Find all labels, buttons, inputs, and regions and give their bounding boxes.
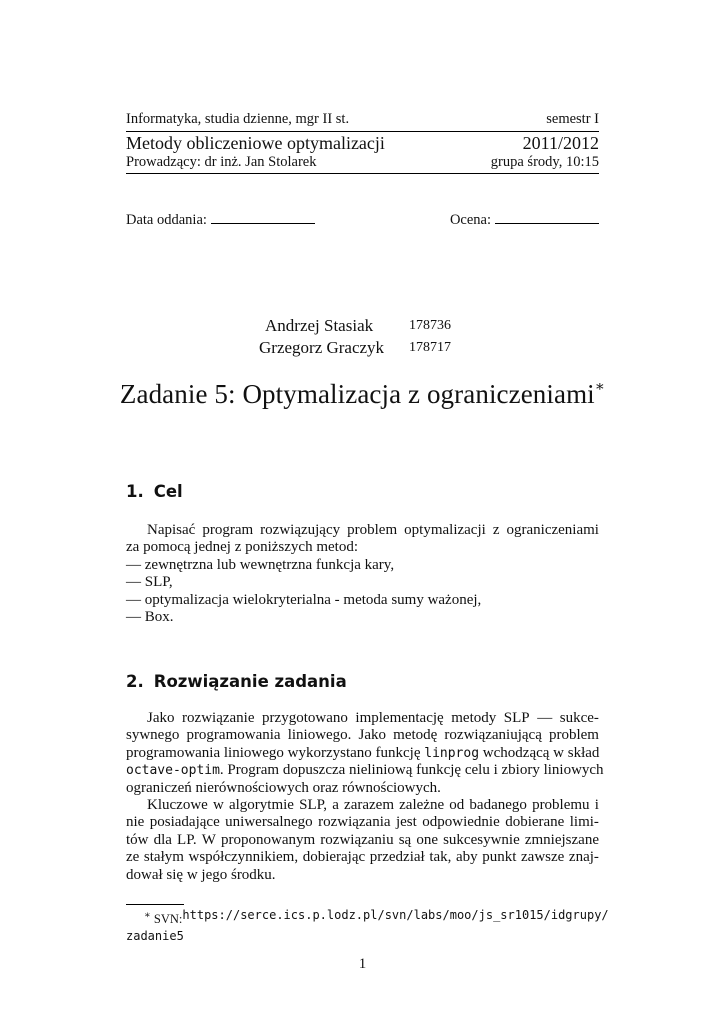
paragraph-line: ze stałym współczynnikiem, dobierając przedział tak, aby punkt zawsze znaj- [126, 849, 599, 866]
page-number: 1 [358, 956, 367, 972]
author-id: 178717 [409, 340, 451, 355]
header-main-row [126, 133, 599, 154]
list-item: — Box. [126, 609, 174, 626]
section-number: 2. [126, 672, 144, 691]
footnote-rule [126, 904, 184, 905]
title-footnote-mark: ∗ [594, 379, 606, 395]
list-item: — optymalizacja wielokryterialna - metoda sumy ważonej, [126, 591, 482, 608]
list-item: — SLP, [126, 574, 173, 591]
grade-field [450, 211, 599, 229]
paragraph-line: Napisać program rozwiązujący problem optymalizacji z ograniczeniami [147, 522, 599, 538]
paragraph-line: octave-optim. Program dopuszcza nieliniową funkcję celu i zbiory liniowych [126, 762, 604, 779]
grade-blank [495, 211, 599, 224]
section-1-body [126, 522, 599, 626]
author-id: 178736 [409, 318, 451, 333]
document-title [0, 377, 725, 410]
paragraph-line: sywnego programowania liniowego. Jako metodę rozwiązaniującą problem [126, 727, 599, 744]
header-top-row [126, 111, 599, 128]
section-heading-2 [126, 672, 347, 691]
header-rule-bottom [126, 173, 599, 174]
section-2-body [126, 710, 604, 884]
paragraph-line: nie posiadające uniwersalnego rozwiązania jest odpowiednie dobierane limi- [126, 814, 599, 831]
subject: Metody obliczeniowe optymalizacji [126, 133, 385, 153]
semester: semestr I [546, 111, 599, 127]
group: grupa środy, 10:15 [490, 154, 599, 170]
paragraph-line: Jako rozwiązanie przygotowano implementację metody SLP — sukce- [147, 710, 599, 726]
academic-year: 2011/2012 [522, 133, 599, 153]
paragraph-line: tów dla LP. W proponowanym rozwiązaniu są one sukcesywnie zmniejszane [126, 831, 599, 848]
footnote [126, 907, 609, 945]
instructor: Prowadzący: dr inż. Jan Stolarek [126, 154, 317, 170]
author-name: Grzegorz Graczyk [259, 338, 385, 357]
code-linprog: linprog [424, 745, 480, 761]
paragraph-line: dował się w jego środku. [126, 866, 276, 883]
paragraph-line: ograniczeń nierównościowych oraz równościowych. [126, 779, 441, 796]
section-title: Rozwiązanie zadania [153, 672, 347, 691]
section-heading-1 [126, 482, 183, 501]
svn-link[interactable]: https://serce.ics.p.lodz.pl/svn/labs/moo/js_sr1015/idgrupy/ [182, 908, 609, 922]
submission-row [126, 211, 599, 229]
list-item: — zewnętrzna lub wewnętrzna funkcja kary, [126, 556, 395, 573]
header-bottom-row [126, 154, 599, 171]
grade-label: Ocena: [449, 212, 491, 228]
footnote-label: SVN: [153, 912, 183, 927]
course-line: Informatyka, studia dzienne, mgr II st. [126, 111, 350, 127]
header-rule-top [126, 131, 599, 132]
title-text: Zadanie 5: Optymalizacja z ograniczeniami [119, 379, 595, 409]
date-blank [211, 211, 315, 224]
paragraph-line: programowania liniowego wykorzystano funkcję linprog wchodzącą w skład [126, 744, 600, 761]
paragraph-line: za pomocą jednej z poniższych metod: [126, 539, 358, 556]
svn-link-continuation[interactable]: zadanie5 [126, 929, 184, 944]
footnote-line [126, 907, 609, 928]
section-title: Cel [153, 482, 183, 501]
section-number: 1. [126, 482, 144, 501]
footnote-mark: ∗ [144, 910, 151, 921]
date-label: Data oddania: [126, 212, 207, 228]
date-field [126, 211, 315, 229]
paragraph-line: Kluczowe w algorytmie SLP, a zarazem zależne od badanego problemu i [147, 797, 599, 814]
code-octave-optim: octave-optim [126, 763, 220, 779]
author-name: Andrzej Stasiak [265, 316, 374, 335]
